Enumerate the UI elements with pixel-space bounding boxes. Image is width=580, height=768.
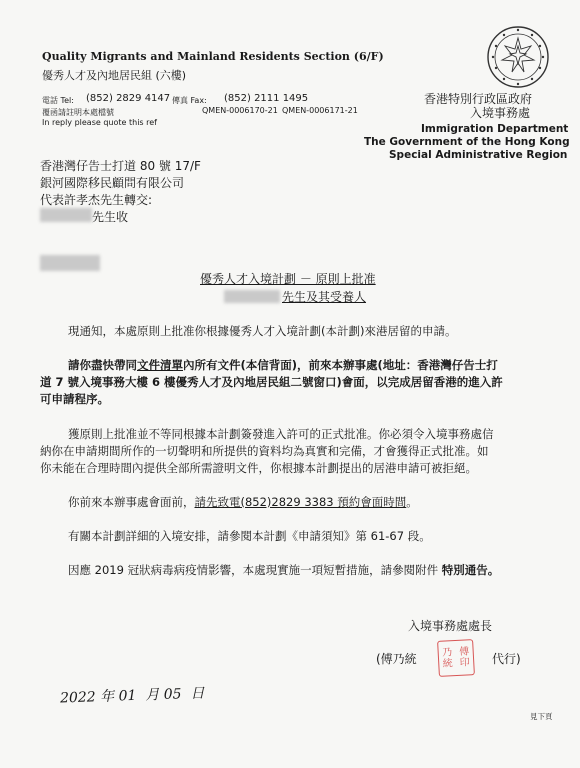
redacted-name bbox=[40, 208, 92, 222]
government-name-en: The Government of the Hong Kong bbox=[364, 136, 570, 148]
subject-title: 優秀人才入境計劃 － 原則上批准 bbox=[200, 272, 376, 286]
tel-label: 電話 Tel: bbox=[42, 96, 74, 105]
paragraph-2-line-2: 道 7 號入境事務大樓 6 樓優秀人才及內地居民組二號窗口)會面，以完成居留香港的進入許 bbox=[40, 375, 503, 389]
paragraph-6: 因應 2019 冠狀病毒病疫情影響，本處現實施一項短暫措施，請參閱附件 特別通告。 bbox=[68, 563, 500, 577]
paragraph-4: 你前來本辦事處會面前，請先致電(852)2829 3383 預約會面時間。 bbox=[68, 495, 418, 509]
address-line-4: 先生收 bbox=[92, 210, 129, 224]
paragraph-3-line-1: 獲原則上批准並不等同根據本計劃簽發進入許可的正式批准。你必須令入境事務處信 bbox=[68, 427, 494, 441]
paragraph-1: 現通知，本處原則上批准你根據優秀人才入境計劃(本計劃)來港居留的申請。 bbox=[68, 324, 457, 338]
section-name-en: Quality Migrants and Mainland Residents Section (6/F) bbox=[42, 50, 384, 63]
paragraph-2-line-1: 請你盡快帶同文件清單內所有文件(本信背面)，前來本辦事處(地址：香港灣仔告士打 bbox=[68, 358, 498, 372]
redacted-block bbox=[40, 255, 100, 271]
handwritten-date: 2022 年 01 月 05 日 bbox=[59, 685, 205, 707]
ref-number-1: QMEN-0006170-21 bbox=[202, 106, 278, 115]
department-name-zh: 入境事務處 bbox=[470, 106, 531, 120]
paragraph-3-line-3: 你未能在合理時間內提供全部所需證明文件，你根據本計劃提出的居港申請可被拒絕。 bbox=[40, 461, 477, 475]
address-line-1: 香港灣仔告士打道 80 號 17/F bbox=[40, 159, 201, 173]
address-line-2: 銀河國際移民顧問有限公司 bbox=[40, 176, 185, 190]
paragraph-3-line-2: 納你在申請期間所作的一切聲明和所提供的資料均為真實和完備，才會獲得正式批准。如 bbox=[40, 444, 489, 458]
subject-subtitle: 先生及其受養人 bbox=[282, 290, 367, 304]
ref-number-2: QMEN-0006171-21 bbox=[282, 106, 358, 115]
ref-label-en: In reply please quote this ref bbox=[42, 118, 157, 127]
department-name-en: Immigration Department bbox=[421, 123, 569, 135]
official-seal: 乃 傅 統 印 bbox=[437, 639, 475, 677]
see-next-page: 見下頁 bbox=[530, 712, 553, 721]
signatory-name: (傅乃統 bbox=[376, 652, 417, 666]
signatory-title: 入境事務處處長 bbox=[408, 619, 493, 633]
paragraph-2-line-3: 可申請程序。 bbox=[40, 392, 109, 406]
address-line-3: 代表許孝杰先生轉交: bbox=[40, 193, 153, 207]
hksar-emblem-icon bbox=[484, 24, 552, 90]
fax-label: 傳真 Fax: bbox=[172, 96, 207, 105]
fax-number: (852) 2111 1495 bbox=[224, 93, 309, 104]
redacted-applicant bbox=[224, 290, 280, 303]
paragraph-5: 有關本計劃詳細的入境安排，請參閱本計劃《申請須知》第 61-67 段。 bbox=[68, 529, 431, 543]
signatory-acting: 代行) bbox=[492, 652, 521, 666]
gov-name-zh: 香港特別行政區政府 bbox=[424, 92, 533, 106]
tel-number: (852) 2829 4147 bbox=[86, 93, 171, 104]
region-name-en: Special Administrative Region bbox=[389, 149, 568, 161]
ref-label-zh: 覆函請註明本處檔號 bbox=[42, 108, 114, 117]
section-name-zh: 優秀人才及內地居民組 (六樓) bbox=[42, 69, 187, 82]
